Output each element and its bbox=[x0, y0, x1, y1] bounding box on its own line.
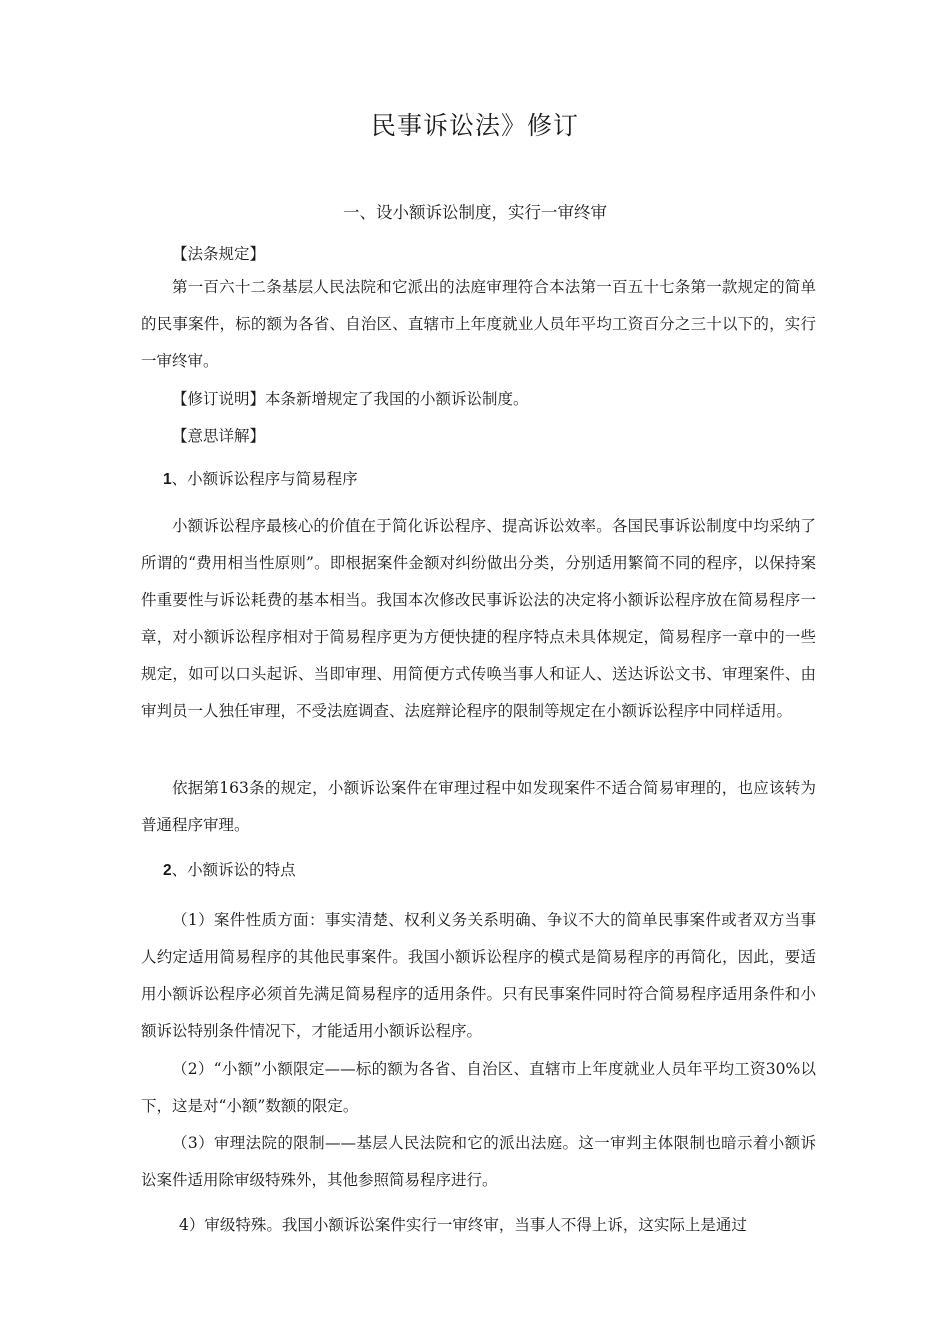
subheading-1-number: 1 bbox=[163, 471, 172, 488]
point-2: （2）“小额”小额限定——标的额为各省、自治区、直辖市上年度就业人员年平均工资30%以下，这是对“小额”数额的限定。 bbox=[141, 1060, 816, 1115]
revision-note: 【修订说明】本条新增规定了我国的小额诉讼制度。 bbox=[172, 390, 529, 408]
subheading-2-text: 、小额诉讼的特点 bbox=[171, 861, 296, 879]
paragraph-1: 小额诉讼程序最核心的价值在于简化诉讼程序、提高诉讼效率。各国民事诉讼制度中均采纳了所谓的“费用相当性原则”。即根据案件金额对纠纷做出分类，分别适用繁简不同的程序，以保持案件重要性与诉讼耗费的基本相当。我国本次修改民事诉讼法的决定将小额诉讼程序放在简易程序一章，对小额诉讼程序相对于简易程序更为方便快捷的程序特点未具体规定，简易程序一章中的一些规定，如可以口头起诉、当即审理、用简便方式传唤当事人和证人、送达诉讼文书、审理案件、由审判员一人独任审理，不受法庭调查、法庭辩论程序的限制等规定在小额诉讼程序中同样适用。 bbox=[141, 517, 816, 720]
subheading-2 bbox=[163, 857, 296, 884]
meaning-label: 【意思详解】 bbox=[172, 427, 266, 445]
law-label: 【法条规定】 bbox=[172, 245, 266, 263]
section-title: 一、设小额诉讼制度，实行一审终审 bbox=[343, 203, 607, 222]
document-title: 民事诉讼法》修订 bbox=[370, 111, 579, 140]
point-4: 4）审级特殊。我国小额诉讼案件实行一审终审，当事人不得上诉，这实际上是通过 bbox=[179, 1216, 747, 1234]
subheading-1-text: 、小额诉讼程序与简易程序 bbox=[171, 470, 358, 488]
subheading-1 bbox=[163, 466, 358, 493]
point-3: （3）审理法院的限制——基层人民法院和它的派出法庭。这一审判主体限制也暗示着小额诉讼案件适用除审级特殊外，其他参照简易程序进行。 bbox=[141, 1134, 816, 1189]
law-text: 第一百六十二条基层人民法院和它派出的法庭审理符合本法第一百五十七条第一款规定的简单的民事案件，标的额为各省、自治区、直辖市上年度就业人员年平均工资百分之三十以下的，实行一审终审。 bbox=[141, 278, 816, 370]
subheading-2-number: 2 bbox=[163, 862, 172, 879]
point-1: （1）案件性质方面：事实清楚、权利义务关系明确、争议不大的简单民事案件或者双方当事人约定适用简易程序的其他民事案件。我国小额诉讼程序的模式是简易程序的再简化，因此，要适用小额诉讼程序必须首先满足简易程序的适用条件。只有民事案件同时符合简易程序适用条件和小额诉讼特别条件情况下，才能适用小额诉讼程序。 bbox=[141, 911, 816, 1040]
paragraph-2: 依据第163条的规定，小额诉讼案件在审理过程中如发现案件不适合简易审理的，也应该转为普通程序审理。 bbox=[141, 779, 816, 834]
